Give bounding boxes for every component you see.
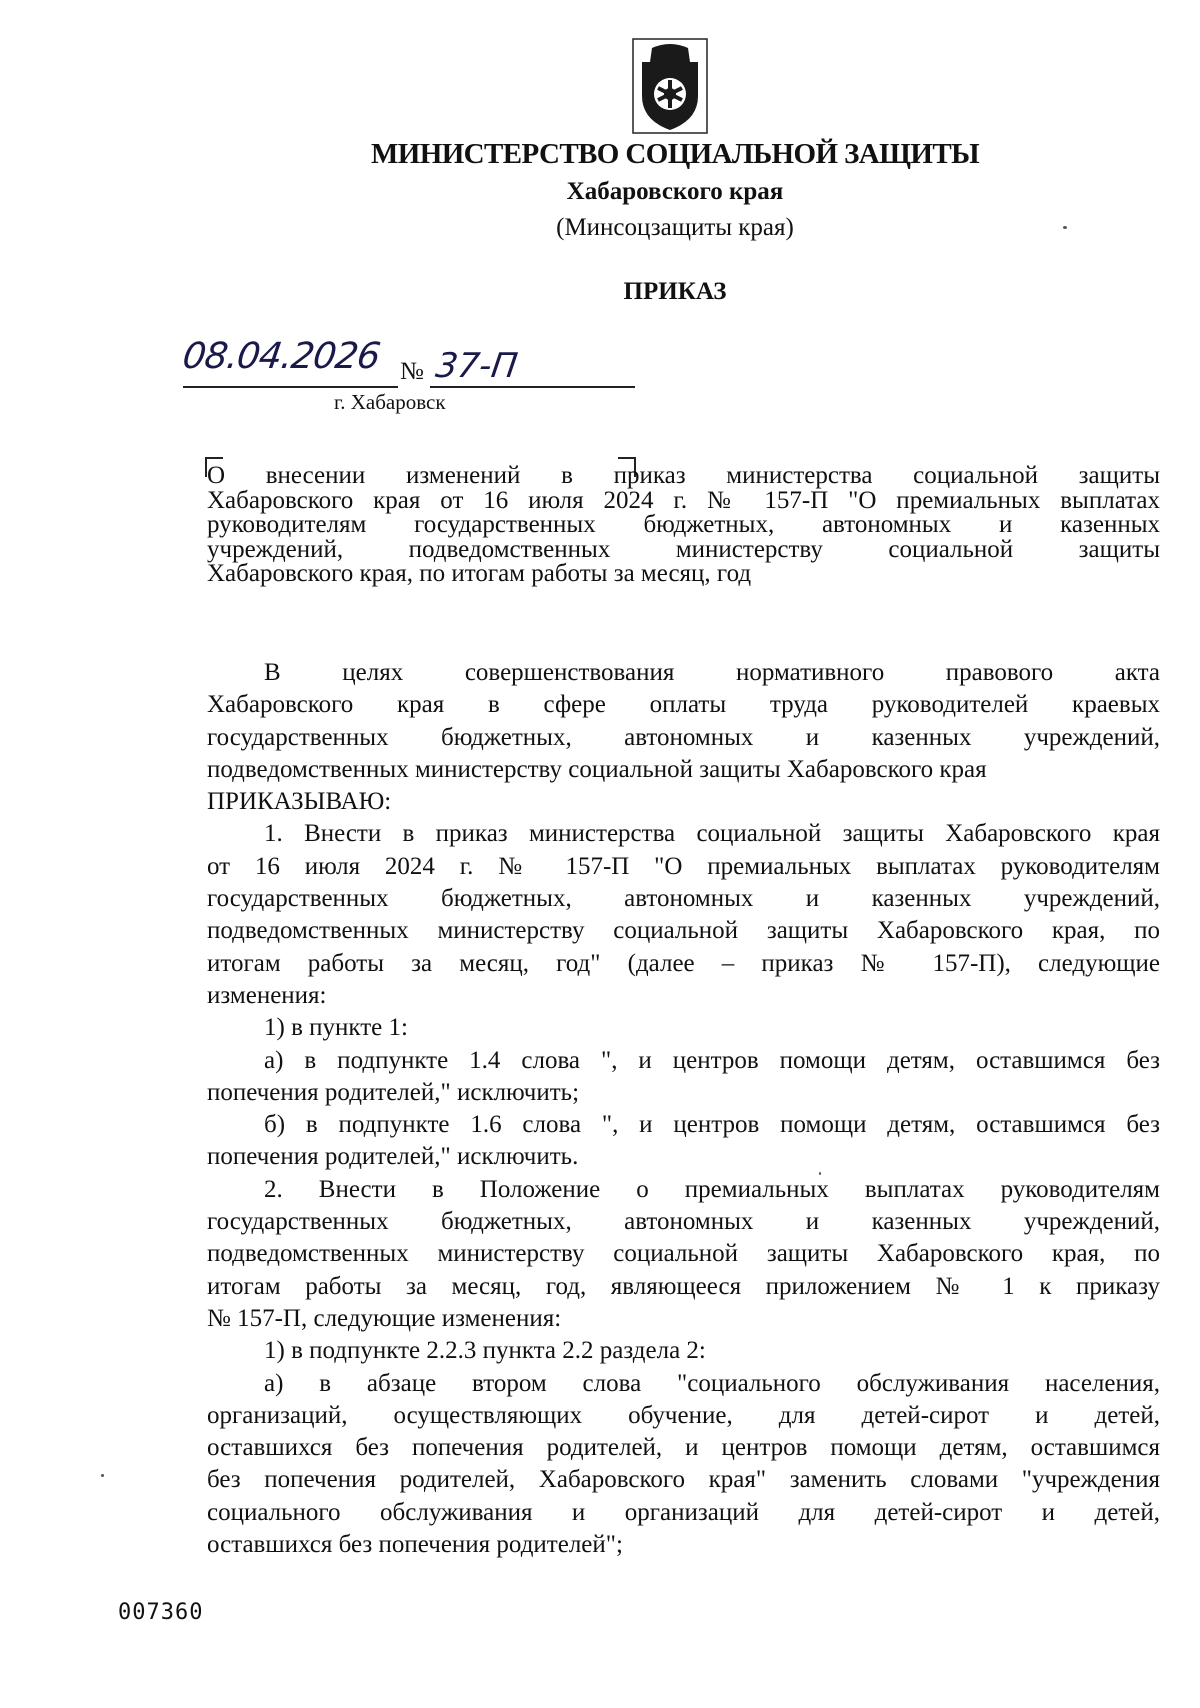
handwritten-date: 08.04.2026 bbox=[180, 336, 383, 377]
document-code: 007360 bbox=[118, 1600, 204, 1625]
order-body bbox=[207, 657, 1160, 1561]
body-line: Хабаровского края в сфере оплаты труда руководителей краевых bbox=[207, 691, 1160, 719]
subject-line: О внесении изменений в приказ министерства социальной защиты bbox=[207, 462, 1160, 489]
city: г. Хабаровск bbox=[334, 390, 446, 414]
body-line: итогам работы за месяц, год, являющееся приложением № 1 к приказу bbox=[207, 1272, 1160, 1300]
subject-line: Хабаровского края от 16 июля 2024 г. № 157-П "О премиальных выплатах bbox=[207, 486, 1160, 514]
body-line: государственных бюджетных, автономных и казенных учреждений, bbox=[207, 723, 1160, 751]
body-line: оставшихся без попечения родителей, и центров помощи детям, оставшимся bbox=[207, 1434, 1160, 1462]
body-line: государственных бюджетных, автономных и казенных учреждений, bbox=[207, 885, 1160, 913]
ministry-name: МИНИСТЕРСТВО СОЦИАЛЬНОЙ ЗАЩИТЫ bbox=[371, 138, 979, 170]
subject-line: Хабаровского края, по итогам работы за месяц, год bbox=[207, 560, 752, 587]
date-underline bbox=[183, 386, 398, 388]
subject-line: руководителям государственных бюджетных, автономных и казенных bbox=[207, 511, 1160, 538]
body-line: а) в подпункте 1.4 слова ", и центров помощи детям, оставшимся без bbox=[264, 1046, 1160, 1074]
body-line: 1) в пункте 1: bbox=[264, 1014, 408, 1042]
body-line: без попечения родителей, Хабаровского края" заменить словами "учреждения bbox=[207, 1466, 1160, 1494]
body-line: В целях совершенствования нормативного правового акта bbox=[264, 659, 1160, 686]
body-line: попечения родителей," исключить. bbox=[207, 1143, 579, 1171]
body-line: подведомственных министерству социальной защиты Хабаровского края, по bbox=[207, 1240, 1160, 1268]
body-line: социального обслуживания и организаций для детей-сирот и детей, bbox=[207, 1498, 1160, 1526]
body-line: № 157-П, следующие изменения: bbox=[207, 1304, 562, 1332]
order-subject bbox=[207, 464, 1160, 587]
body-line: организаций, осуществляющих обучение, для детей-сирот и детей, bbox=[207, 1401, 1160, 1429]
body-line: 2. Внести в Положение о премиальных выплатах руководителям bbox=[264, 1175, 1160, 1203]
body-line: 1) в подпункте 2.2.3 пункта 2.2 раздела 2: bbox=[264, 1337, 706, 1365]
number-underline bbox=[430, 386, 635, 388]
document-type: ПРИКАЗ bbox=[623, 278, 727, 305]
body-line: 1. Внести в приказ министерства социальной защиты Хабаровского края bbox=[264, 820, 1160, 848]
number-sign: № bbox=[400, 358, 424, 385]
body-line: итогам работы за месяц, год" (далее – приказ № 157-П), следующие bbox=[207, 949, 1160, 977]
body-line: подведомственных министерству социальной защиты Хабаровского края bbox=[207, 755, 987, 783]
body-line: оставшихся без попечения родителей"; bbox=[207, 1531, 623, 1559]
body-line: изменения: bbox=[207, 981, 327, 1009]
body-line: б) в подпункте 1.6 слова ", и центров помощи детям, оставшимся без bbox=[264, 1111, 1160, 1139]
body-line: от 16 июля 2024 г. № 157-П "О премиальных выплатах руководителям bbox=[207, 852, 1160, 880]
ministry-short-name: (Минсоцзащиты края) bbox=[556, 214, 794, 241]
region-name: Хабаровского края bbox=[566, 178, 784, 205]
scan-speck bbox=[819, 1172, 821, 1175]
body-line: попечения родителей," исключить; bbox=[207, 1078, 580, 1106]
subject-line: учреждений, подведомственных министерству социальной защиты bbox=[207, 535, 1160, 563]
body-line: подведомственных министерству социальной защиты Хабаровского края, по bbox=[207, 917, 1160, 945]
scan-speck bbox=[101, 1474, 104, 1477]
body-line: а) в абзаце втором слова "социального обслуживания населения, bbox=[264, 1369, 1160, 1397]
handwritten-number: 37-П bbox=[433, 346, 520, 386]
order-directive: ПРИКАЗЫВАЮ: bbox=[207, 788, 392, 816]
coat-of-arms-icon bbox=[632, 38, 708, 134]
body-line: государственных бюджетных, автономных и казенных учреждений, bbox=[207, 1208, 1160, 1236]
scan-speck bbox=[1063, 226, 1067, 229]
